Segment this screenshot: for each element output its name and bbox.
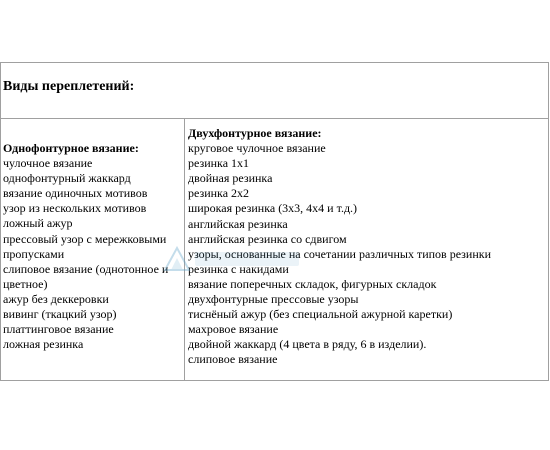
right-column-title: Двухфонтурное вязание: — [188, 126, 322, 140]
list-item: прессовый узор с мережковыми — [3, 231, 167, 246]
list-item: цветное) — [3, 276, 48, 291]
table-border-bottom — [0, 380, 549, 381]
list-item: чулочное вязание — [3, 156, 93, 171]
table-border-left — [0, 62, 1, 380]
list-item: слиповое вязание — [188, 352, 278, 367]
list-item: английская резинка со сдвигом — [188, 231, 347, 246]
list-item: резинка 1х1 — [188, 156, 250, 171]
list-item: круговое чулочное вязание — [188, 141, 326, 156]
header-divider — [0, 118, 549, 119]
watermark-logo-icon — [163, 246, 303, 272]
table-border-top — [0, 62, 549, 63]
list-item: узоры, основанные на сочетании различных типов резинки — [188, 246, 492, 261]
list-item: широкая резинка (3х3, 4х4 и т.д.) — [188, 201, 358, 216]
list-item: ажур без деккеровки — [3, 291, 109, 306]
list-item: резинка с накидами — [188, 261, 289, 276]
left-column-title: Однофонтурное вязание: — [3, 141, 139, 155]
list-item: пропусками — [3, 246, 65, 261]
list-item: слиповое вязание (однотонное и — [3, 261, 169, 276]
list-item: вязание поперечных складок, фигурных складок — [188, 276, 437, 291]
list-item: английская резинка — [188, 216, 288, 231]
list-item: ложный ажур — [3, 216, 73, 231]
list-item: махровое вязание — [188, 322, 279, 337]
list-item: двухфонтурные прессовые узоры — [188, 292, 359, 307]
list-item: вивинг (ткацкий узор) — [3, 307, 117, 322]
list-item: двойная резинка — [188, 171, 273, 186]
list-item: двойной жаккард (4 цвета в ряду, 6 в изделии). — [188, 337, 427, 352]
left-column — [3, 141, 183, 352]
list-item: тиснёный ажур (без специальной ажурной каретки) — [188, 307, 453, 322]
list-item: платтинговое вязание — [3, 322, 114, 337]
list-item: вязание одиночных мотивов — [3, 186, 148, 201]
list-item: узор из нескольких мотивов — [3, 201, 147, 216]
list-item: ложная резинка — [3, 337, 84, 352]
list-item: резинка 2х2 — [188, 186, 250, 201]
table-border-right — [548, 62, 549, 380]
list-item: однофонтурный жаккард — [3, 171, 131, 186]
page-title: Виды переплетений: — [3, 79, 135, 94]
